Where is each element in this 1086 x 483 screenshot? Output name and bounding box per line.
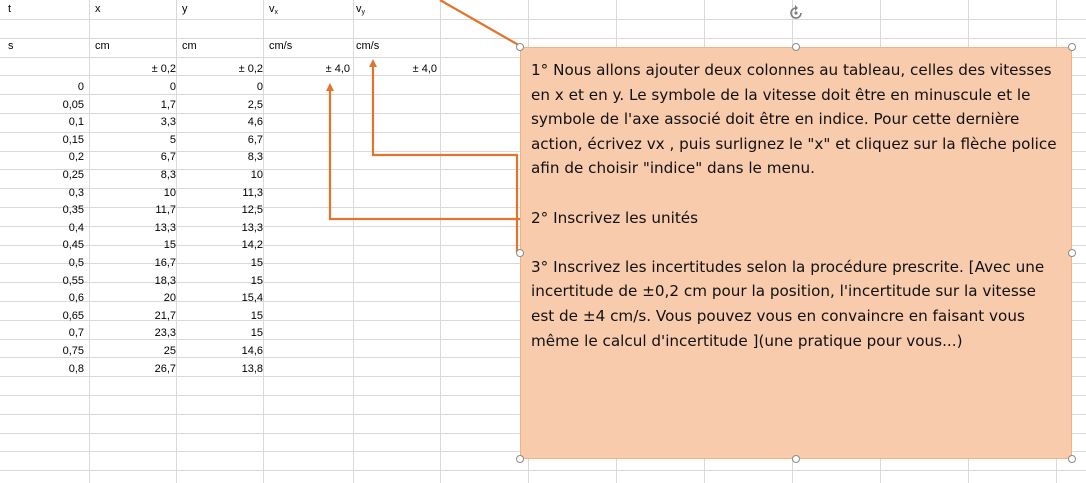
cell-t[interactable]: 0,4 <box>68 222 84 234</box>
cell-y[interactable]: 4,6 <box>247 116 263 128</box>
header-t[interactable]: t <box>8 3 12 15</box>
cell-t[interactable]: 0,65 <box>62 310 84 322</box>
unit-x[interactable]: cm <box>95 40 110 52</box>
cell-x[interactable]: 8,3 <box>160 169 176 181</box>
cell-x[interactable]: 26,7 <box>154 363 176 375</box>
cell-y[interactable]: 12,5 <box>241 204 263 216</box>
header-vy[interactable]: $v_y$ <box>356 3 365 16</box>
header-vx[interactable]: $v_x$ <box>269 3 278 16</box>
cell-t[interactable]: 0,7 <box>68 327 84 339</box>
resize-handle-right[interactable] <box>1068 249 1076 257</box>
cell-t[interactable]: 0 <box>77 81 84 93</box>
cell-x[interactable]: 0 <box>169 81 176 93</box>
cell-t[interactable]: 0,5 <box>68 257 84 269</box>
grid-column-line <box>440 0 441 483</box>
cell-y[interactable]: 13,3 <box>241 222 263 234</box>
cell-y[interactable]: 2,5 <box>247 99 263 111</box>
cell-x[interactable]: 10 <box>163 187 176 199</box>
cell-y[interactable]: 13,8 <box>241 363 263 375</box>
cell-x[interactable]: 23,3 <box>154 327 176 339</box>
cell-y[interactable]: 15 <box>250 310 263 322</box>
grid-row-line <box>0 38 1086 39</box>
cell-t[interactable]: 0,75 <box>62 345 84 357</box>
cell-x[interactable]: 3,3 <box>160 116 176 128</box>
cell-t[interactable]: 0,8 <box>68 363 84 375</box>
cell-t[interactable]: 0,1 <box>68 116 84 128</box>
cell-t[interactable]: 0,6 <box>68 292 84 304</box>
cell-y[interactable]: 0 <box>256 81 263 93</box>
uncertainty-vx[interactable]: ± 4,0 <box>325 63 350 75</box>
resize-handle-top-left[interactable] <box>516 43 524 51</box>
cell-y[interactable]: 14,2 <box>241 239 263 251</box>
cell-y[interactable]: 11,3 <box>242 187 263 199</box>
cell-x[interactable]: 20 <box>163 292 176 304</box>
cell-t[interactable]: 0,25 <box>62 169 84 181</box>
resize-handle-left[interactable] <box>516 249 524 257</box>
cell-x[interactable]: 25 <box>163 345 176 357</box>
cell-x[interactable]: 11,7 <box>155 204 176 216</box>
header-y[interactable]: y <box>182 3 188 15</box>
cell-x[interactable]: 21,7 <box>154 310 176 322</box>
grid-row-line <box>0 19 1086 20</box>
cell-x[interactable]: 16,7 <box>154 257 176 269</box>
unit-y[interactable]: cm <box>182 40 197 52</box>
callout-step-2: 2° Inscrivez les unités <box>531 208 699 227</box>
cell-t[interactable]: 0,15 <box>62 134 84 146</box>
cell-t[interactable]: 0,45 <box>62 239 84 251</box>
unit-vx[interactable]: cm/s <box>269 40 293 52</box>
cell-x[interactable]: 6,7 <box>160 151 176 163</box>
resize-handle-top-right[interactable] <box>1068 43 1076 51</box>
unit-vy[interactable]: cm/s <box>356 40 380 52</box>
instruction-callout-box[interactable] <box>520 47 1072 459</box>
resize-handle-bottom-right[interactable] <box>1068 455 1076 463</box>
grid-column-line <box>89 0 90 483</box>
cell-x[interactable]: 1,7 <box>160 99 176 111</box>
cell-t[interactable]: 0,35 <box>62 204 84 216</box>
cell-x[interactable]: 5 <box>169 134 176 146</box>
resize-handle-bottom-left[interactable] <box>516 455 524 463</box>
cell-x[interactable]: 15 <box>163 239 176 251</box>
callout-step-1: 1° Nous allons ajouter deux colonnes au tableau, celles des vitesses en x et en y. Le symbole de la vitesse doit être en minuscule et le symbole de l'axe associé doit être en indice. Pour cette dernière action, écrivez vx , puis surlignez le "x" et cliquez sur la flèche police afin de choisir "indice" dans le menu. <box>531 61 1057 178</box>
callout-step-3: 3° Inscrivez les incertitudes selon la procédure prescrite. [Avec une incertitude de ±0,2 cm pour la position, l'incertitude sur la vitesse est de ±4 cm/s. Vous pouvez vous en convaincre en faisant vous même le calcul d'incertitude ](une pratique pour vous...) <box>531 257 1045 350</box>
cell-y[interactable]: 15 <box>250 275 263 287</box>
cell-x[interactable]: 13,3 <box>154 222 176 234</box>
header-x[interactable]: x <box>95 3 101 15</box>
cell-y[interactable]: 14,6 <box>241 345 263 357</box>
uncertainty-vy[interactable]: ± 4,0 <box>412 63 437 75</box>
cell-y[interactable]: 10 <box>250 169 263 181</box>
cell-y[interactable]: 6,7 <box>247 134 263 146</box>
cell-y[interactable]: 15,4 <box>241 292 263 304</box>
cell-t[interactable]: 0,2 <box>68 151 84 163</box>
cell-y[interactable]: 8,3 <box>247 151 263 163</box>
uncertainty-y[interactable]: ± 0,2 <box>238 63 263 75</box>
resize-handle-top[interactable] <box>792 43 800 51</box>
cell-t[interactable]: 0,55 <box>62 275 84 287</box>
cell-t[interactable]: 0,3 <box>68 187 84 199</box>
cell-y[interactable]: 15 <box>250 257 263 269</box>
uncertainty-x[interactable]: ± 0,2 <box>151 63 176 75</box>
cell-y[interactable]: 15 <box>250 327 263 339</box>
resize-handle-bottom[interactable] <box>792 455 800 463</box>
cell-t[interactable]: 0,05 <box>62 99 84 111</box>
rotate-handle-icon[interactable] <box>787 4 805 22</box>
unit-t[interactable]: s <box>8 40 14 52</box>
grid-row-line <box>0 470 1086 471</box>
cell-x[interactable]: 18,3 <box>154 275 176 287</box>
